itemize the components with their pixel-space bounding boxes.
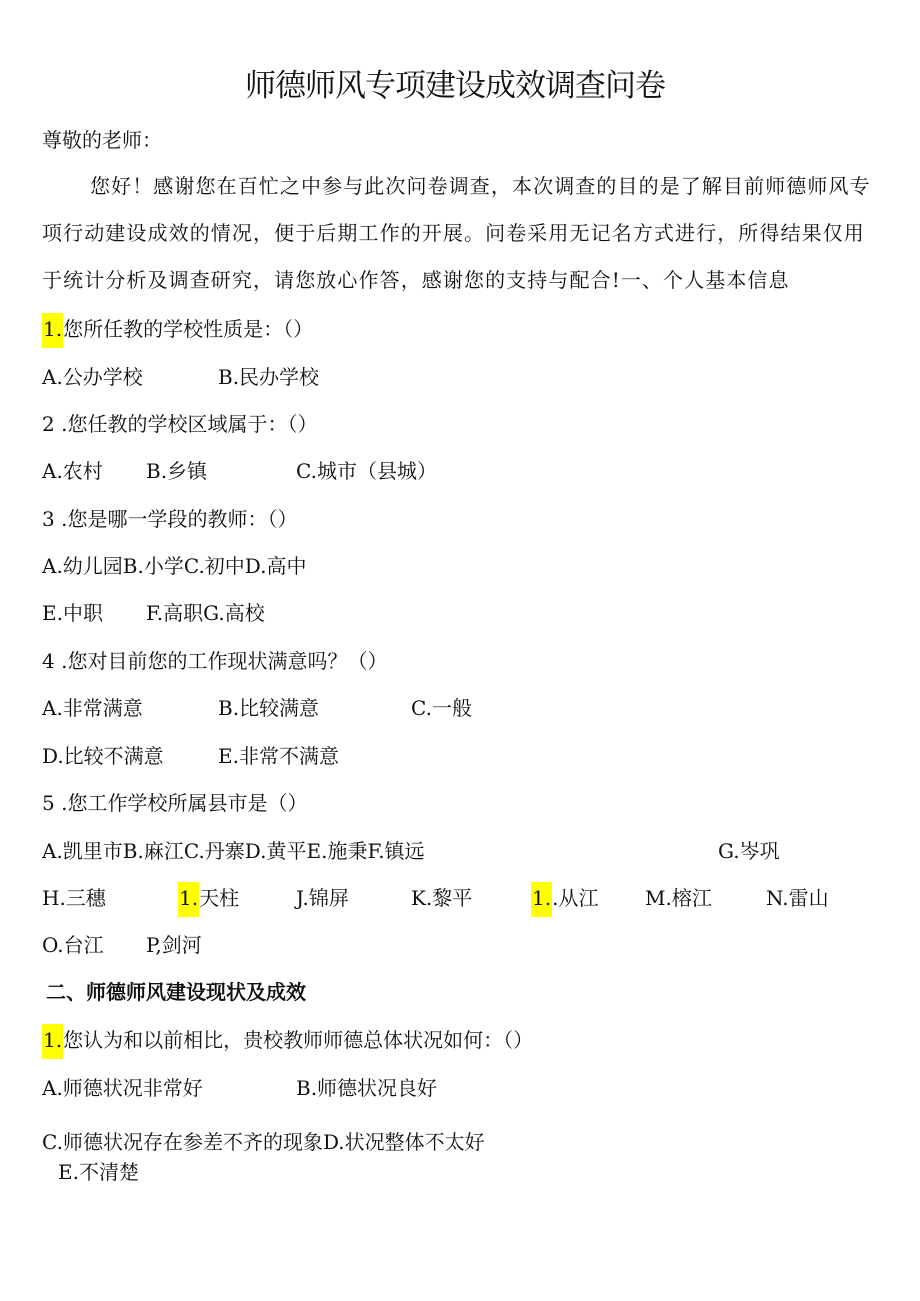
question-3-options-line-2 (42, 597, 882, 625)
option-e: E.非常不满意 (218, 744, 339, 768)
question-number-highlight: 1. (42, 313, 63, 348)
option-m: M.榕江 (645, 886, 712, 910)
question-text: 3 .您是哪一学段的教师：（） (42, 507, 298, 531)
option-b: B.民办学校 (218, 365, 320, 389)
option-a: A.非常满意 (42, 696, 143, 720)
option-a: A.农村 (42, 459, 103, 483)
question-number-highlight: 1. (42, 1024, 63, 1059)
question-4-options-line-1 (42, 692, 882, 720)
option-b: B.师德状况良好 (296, 1076, 438, 1100)
question-text: 您所任教的学校性质是：（） (63, 317, 314, 341)
salutation: 尊敬的老师： (42, 128, 162, 152)
options-a-to-d: A.幼儿园B.小学C.初中D.高中 (42, 554, 307, 578)
option-text: .从江 (552, 886, 599, 910)
section-2-question-1 (42, 1024, 882, 1052)
question-text: 您认为和以前相比，贵校教师师德总体状况如何：（） (63, 1028, 534, 1052)
question-2 (42, 408, 882, 436)
question-4-options-line-2 (42, 740, 882, 768)
question-1 (42, 313, 882, 341)
option-n: N.雷山 (766, 886, 829, 910)
question-3-options-line-1 (42, 550, 882, 578)
question-5-options-line-1 (42, 835, 882, 863)
question-2-options (42, 455, 882, 483)
option-o: O.台江 (42, 933, 104, 957)
question-5-options-line-2 (42, 882, 882, 910)
option-g: G.岑巩 (718, 839, 780, 863)
option-l (531, 882, 598, 911)
question-3 (42, 503, 882, 531)
option-e: E.不清楚 (58, 1160, 139, 1184)
question-5 (42, 787, 882, 815)
option-d: D.比较不满意 (42, 744, 164, 768)
option-a: A.师德状况非常好 (42, 1076, 203, 1100)
section-2-question-1-options-line-2 (42, 1126, 882, 1154)
options-a-to-f: A.凯里市B.麻江C.丹寨D.黄平E.施秉F.镇远 (42, 839, 425, 863)
option-number-highlight: 1. (178, 882, 199, 917)
option-c: C.城市（县城） (296, 459, 437, 483)
option-p: P,剑河 (146, 933, 202, 957)
question-1-options (42, 361, 882, 389)
section-2-heading: 二、师德师风建设现状及成效 (46, 980, 306, 1004)
question-text: 4 .您对目前您的工作现状满意吗？（） (42, 649, 388, 673)
option-number-highlight: 1. (531, 882, 552, 917)
question-5-options-line-3 (42, 929, 882, 957)
question-text: 2 .您任教的学校区域属于：（） (42, 412, 318, 436)
question-text: 5 .您工作学校所属县市是（） (42, 791, 308, 815)
section-2-question-1-options-line-1 (42, 1072, 882, 1100)
option-k: K.黎平 (411, 886, 473, 910)
section-2-question-1-options-line-3 (42, 1156, 882, 1184)
option-h: H.三穗 (42, 886, 106, 910)
options-c-d: C.师德状况存在参差不齐的现象D.状况整体不太好 (42, 1130, 485, 1154)
option-c: C.一般 (411, 696, 472, 720)
survey-title: 师德师风专项建设成效调查问卷 (245, 68, 665, 104)
option-j: J.锦屏 (296, 886, 349, 910)
option-i (178, 882, 239, 911)
option-b: B.乡镇 (146, 459, 208, 483)
option-a: A.公办学校 (42, 365, 143, 389)
question-4 (42, 645, 882, 673)
intro-paragraph: 您好！感谢您在百忙之中参与此次问卷调查，本次调查的目的是了解目前师德师风专项行动建设成效的情况，便于后期工作的开展。问卷采用无记名方式进行，所得结果仅用于统计分析及调查研究，请您放心作答，感谢您的支持与配合!一、个人基本信息 (42, 174, 871, 292)
options-f-g: F.高职G.高校 (146, 601, 265, 625)
option-e: E.中职 (42, 601, 103, 625)
option-text: 天柱 (199, 886, 240, 910)
option-b: B.比较满意 (218, 696, 320, 720)
